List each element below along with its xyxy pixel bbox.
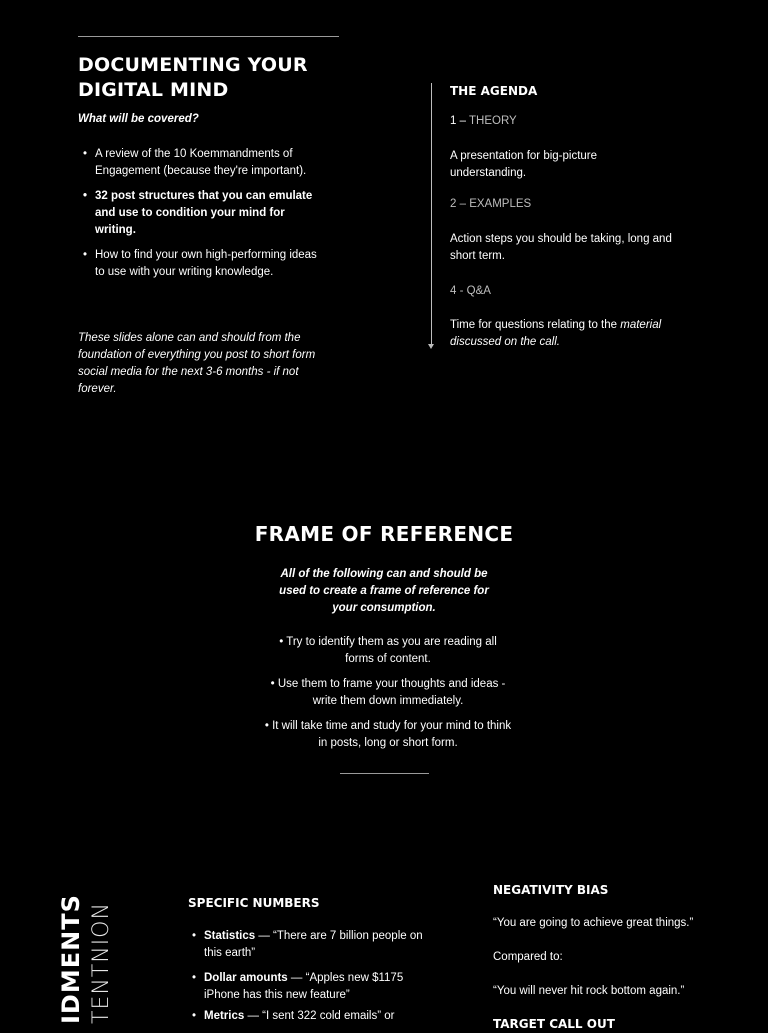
agenda-item-3-number: 4 - Q&A: [450, 285, 491, 297]
negativity-quote-2: “You will never hit rock bottom again.”: [493, 985, 685, 997]
coverage-list: [79, 146, 319, 289]
list-item: • A review of the 10 Koemmandments of Engagement (because they're important).: [79, 146, 319, 180]
list-item: • 32 post structures that you can emulate and use to condition your mind for writing.: [79, 188, 319, 239]
agenda-timeline: [431, 83, 432, 345]
target-call-out-heading: TARGET CALL OUT: [493, 1017, 615, 1031]
title-line-1: DOCUMENTING YOUR: [78, 54, 308, 76]
closing-note: These slides alone can and should from the foundation of everything you post to short form social media for the next 3-6 months - if not forever.: [78, 332, 316, 395]
vertical-title-bold: IDMENTS: [57, 894, 85, 1024]
agenda-item-1-desc: A presentation for big-picture understanding.: [450, 150, 598, 179]
agenda-item-1-number: 1 – THEORY: [450, 115, 517, 127]
list-item: • Dollar amounts — “Apples new $1175 iPhone has this new feature”: [188, 970, 428, 1004]
list-item: • Metrics — “I sent 322 cold emails” or: [188, 1008, 428, 1025]
list-item: • Statistics — “There are 7 billion people on this earth”: [188, 928, 428, 962]
agenda-item-2-number: 2 – EXAMPLES: [450, 198, 532, 210]
agenda-item-3-label: Q&A: [466, 285, 491, 297]
agenda-item-3-desc: Time for questions relating to the material discussed on the call.: [450, 319, 662, 348]
specific-numbers-list: [188, 928, 428, 1033]
vertical-title-light: TENTNION: [89, 902, 114, 1024]
list-item: • Use them to frame your thoughts and ideas - write them down immediately.: [270, 678, 506, 707]
list-item: • Try to identify them as you are reading all forms of content.: [279, 636, 497, 665]
agenda-item-1-label: THEORY: [469, 115, 517, 127]
section-title: [78, 53, 378, 103]
negativity-quote-1: “You are going to achieve great things.”: [493, 917, 694, 929]
list-item: • It will take time and study for your mind to think in posts, long or short form.: [264, 720, 512, 749]
frame-list: [264, 634, 512, 760]
list-item: • How to find your own high-performing ideas to use with your writing knowledge.: [79, 247, 319, 281]
negativity-bias-heading: NEGATIVITY BIAS: [493, 883, 609, 897]
frame-title: FRAME OF REFERENCE: [254, 522, 514, 546]
agenda-heading: THE AGENDA: [450, 84, 538, 98]
negativity-compared: Compared to:: [493, 951, 563, 963]
frame-intro: All of the following can and should be used to create a frame of reference for your consumption.: [279, 568, 489, 614]
agenda-item-2-desc: Action steps you should be taking, long and short term.: [450, 233, 672, 262]
agenda-item-2-label: EXAMPLES: [469, 198, 532, 210]
arrow-down-icon: [428, 344, 434, 349]
frame-divider: [340, 773, 429, 774]
top-rule: [78, 36, 339, 37]
section-subtitle: What will be covered?: [78, 113, 199, 125]
title-line-2: DIGITAL MIND: [78, 79, 229, 101]
specific-numbers-heading: SPECIFIC NUMBERS: [188, 896, 320, 910]
